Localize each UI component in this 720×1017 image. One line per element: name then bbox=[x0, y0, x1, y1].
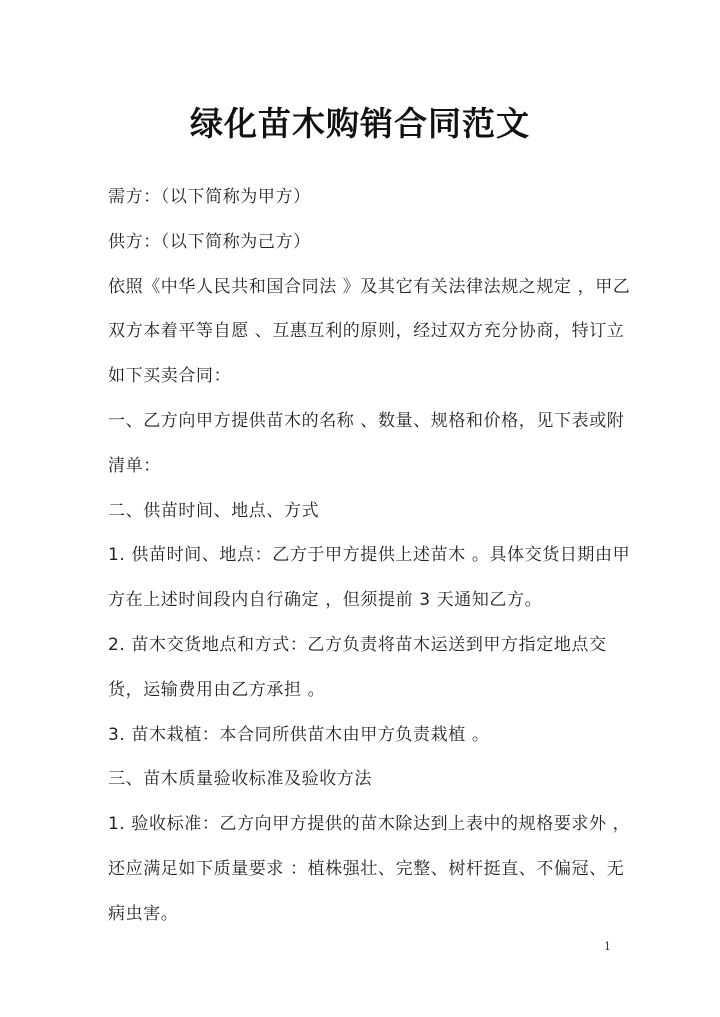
paragraph-preamble-line-1: 依照《中华人民共和国合同法 》及其它有关法律法规之规定 ，甲乙 bbox=[108, 276, 631, 297]
section-1-line-2: 清单： bbox=[108, 455, 161, 476]
clause-2-1-line-1: 1. 供苗时间、地点：乙方于甲方提供上述苗木 。具体交货日期由甲 bbox=[108, 545, 631, 566]
document-body bbox=[108, 182, 631, 944]
paragraph-buyer: 需方：（以下简称为甲方） bbox=[108, 187, 311, 207]
paragraph-supplier: 供方：（以下简称为己方） bbox=[108, 231, 311, 252]
section-2-heading: 二、供苗时间、地点、方式 bbox=[108, 500, 320, 521]
page-number: 1 bbox=[604, 940, 611, 953]
clause-3-1-line-1: 1. 验收标准：乙方向甲方提供的苗木除达到上表中的规格要求外 ， bbox=[108, 814, 631, 835]
section-1-line-1: 一、乙方向甲方提供苗木的名称 、数量、规格和价格，见下表或附 bbox=[108, 410, 625, 431]
clause-3-1-line-2: 还应满足如下质量要求 ：植株强壮、完整、树杆挺直、不偏冠、无 bbox=[108, 858, 625, 879]
clause-2-1-line-2: 方在上述时间段内自行确定 ，但须提前 3 天通知乙方。 bbox=[108, 590, 543, 611]
paragraph-preamble-line-2: 双方本着平等自愿 、互惠互利的原则，经过双方充分协商，特订立 bbox=[108, 321, 625, 342]
document-title: 绿化苗木购销合同范文 bbox=[190, 104, 530, 143]
clause-2-2-line-1: 2. 苗木交货地点和方式：乙方负责将苗木运送到甲方指定地点交 bbox=[108, 634, 607, 655]
clause-2-2-line-2: 货，运输费用由乙方承担 。 bbox=[108, 679, 326, 700]
clause-2-3: 3. 苗木栽植：本合同所供苗木由甲方负责栽植 。 bbox=[108, 724, 490, 745]
section-3-heading: 三、苗木质量验收标准及验收方法 bbox=[108, 769, 372, 790]
paragraph-preamble-line-3: 如下买卖合同： bbox=[108, 366, 232, 387]
clause-3-1-line-3: 病虫害。 bbox=[108, 903, 179, 924]
